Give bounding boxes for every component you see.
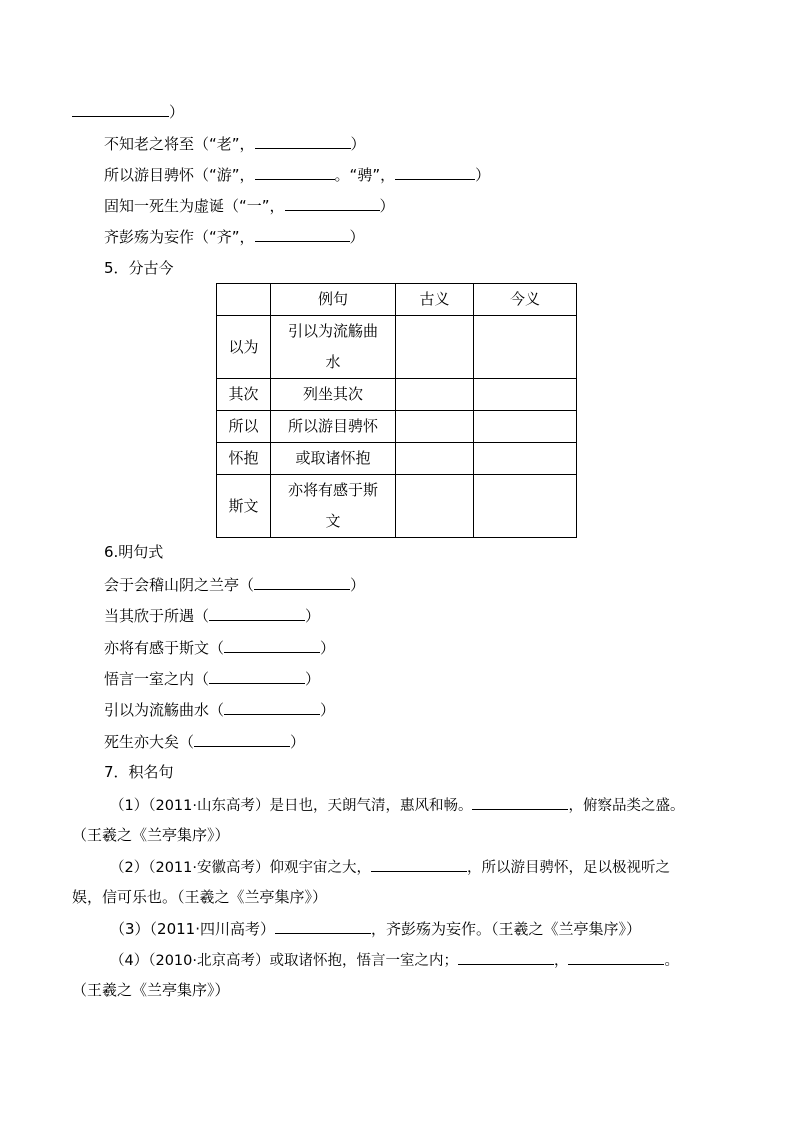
s7-q3-line [110,918,641,939]
s7-q4-line2: （王羲之《兰亭集序》） [72,981,230,999]
table-header-row [217,284,577,316]
close-paren: ） [475,166,491,184]
close-paren: ） [305,607,321,625]
s7-q2-line1 [110,856,670,878]
answer-blank[interactable] [255,226,350,242]
s6-item-1 [104,574,365,595]
sentence-text: 当其欣于所遇（ [104,607,210,625]
answer-blank[interactable] [224,637,320,653]
answer-blank[interactable] [255,164,335,180]
modern-meaning-cell[interactable] [474,411,577,443]
header-cell [217,284,271,316]
table-row [217,411,577,443]
sentence-text: 所以游目骋怀（“游”， [104,166,255,184]
answer-blank[interactable] [472,794,568,810]
example-cell: 所以游目骋怀 [271,411,396,443]
sentence-text: 齐彭殇为妄作（“齐”， [104,228,255,246]
close-paren: ） [290,733,306,751]
s4-item-3 [104,195,395,216]
word-cell: 其次 [217,379,271,411]
answer-blank[interactable] [458,949,554,965]
answer-blank[interactable] [194,731,290,747]
question-text: （3）（2011·四川高考） [110,920,275,938]
s4-continuation-line [72,101,184,122]
answer-blank[interactable] [72,101,169,117]
example-cell: 或取诸怀抱 [271,443,396,475]
word-cell: 斯文 [217,475,271,538]
sentence-text: 亦将有感于斯文（ [104,639,225,657]
s4-item-2 [104,164,490,185]
s6-item-4 [104,668,320,689]
s7-q1-line2: （王羲之《兰亭集序》） [72,826,230,844]
sentence-text: 不知老之将至（“老”， [104,135,255,153]
answer-blank[interactable] [568,949,664,965]
table-row [217,316,577,379]
table-row [217,443,577,475]
ancient-meaning-cell[interactable] [396,411,474,443]
answer-blank[interactable] [209,605,305,621]
sentence-text: 会于会稽山阴之兰亭（ [104,576,255,594]
sentence-text: 固知一死生为虚诞（“一”， [104,197,285,215]
section-7-title: 7．积名句 [104,763,174,781]
answer-blank[interactable] [224,699,320,715]
sentence-text: 死生亦大矣（ [104,733,195,751]
close-paren: ） [350,576,366,594]
ancient-meaning-cell[interactable] [396,443,474,475]
ancient-meaning-cell[interactable] [396,475,474,538]
ancient-meaning-cell[interactable] [396,316,474,379]
modern-meaning-cell[interactable] [474,443,577,475]
word-cell: 以为 [217,316,271,379]
example-cell [271,475,396,538]
close-paren: ） [320,639,336,657]
modern-meaning-cell[interactable] [474,316,577,379]
example-cell: 列坐其次 [271,379,396,411]
s6-item-3 [104,637,335,658]
s6-item-6 [104,731,305,752]
question-text: （2）（2011·安徽高考）仰观宇宙之大， [110,860,371,876]
table-row [217,379,577,411]
sentence-mid-text: 。“骋”， [334,166,396,184]
sentence-text: 悟言一室之内（ [104,670,210,688]
gujin-table [216,283,577,538]
s6-item-2 [104,605,320,626]
answer-blank[interactable] [285,195,380,211]
header-cell: 古义 [396,284,474,316]
answer-blank[interactable] [371,856,467,872]
example-line: 水 [325,353,341,371]
example-line: 引以为流觞曲 [287,322,378,340]
answer-blank[interactable] [395,164,475,180]
close-paren: ） [350,135,366,153]
question-text: ，所以游目骋怀，足以极视听之 [467,860,670,876]
close-paren: ） [349,228,365,246]
question-text: ，俯察品类之盛。 [568,798,685,814]
s4-item-4 [104,226,365,247]
section-5-title: 5．分古今 [104,259,174,277]
modern-meaning-cell[interactable] [474,475,577,538]
answer-blank[interactable] [254,574,350,590]
close-paren: ） [379,197,395,215]
question-text: （4）（2010·北京高考）或取诸怀抱，悟言一室之内； [110,953,458,969]
s7-q4-line1 [110,949,679,971]
word-cell: 怀抱 [217,443,271,475]
example-line: 亦将有感于斯 [287,481,378,499]
answer-blank[interactable] [209,668,305,684]
s6-item-5 [104,699,335,720]
example-cell [271,316,396,379]
question-text: ， [553,953,569,969]
s7-q1-line1 [110,794,684,816]
example-line: 文 [325,512,341,530]
close-paren: ） [320,701,336,719]
question-text: （1）（2011·山东高考）是日也，天朗气清，惠风和畅。 [110,798,473,814]
sentence-text: 引以为流觞曲水（ [104,701,225,719]
answer-blank[interactable] [275,918,371,934]
ancient-meaning-cell[interactable] [396,379,474,411]
s4-item-1 [104,133,366,154]
word-cell: 所以 [217,411,271,443]
header-cell: 今义 [474,284,577,316]
close-paren: ） [169,103,185,121]
s7-q2-line2: 娱，信可乐也。（王羲之《兰亭集序》） [72,888,328,906]
close-paren: ） [305,670,321,688]
question-text: 。 [664,953,679,969]
table-row [217,475,577,538]
section-6-title: 6.明句式 [104,543,164,561]
header-cell: 例句 [271,284,396,316]
answer-blank[interactable] [255,133,351,149]
modern-meaning-cell[interactable] [474,379,577,411]
question-text: ，齐彭殇为妄作。（王羲之《兰亭集序》） [371,920,642,938]
